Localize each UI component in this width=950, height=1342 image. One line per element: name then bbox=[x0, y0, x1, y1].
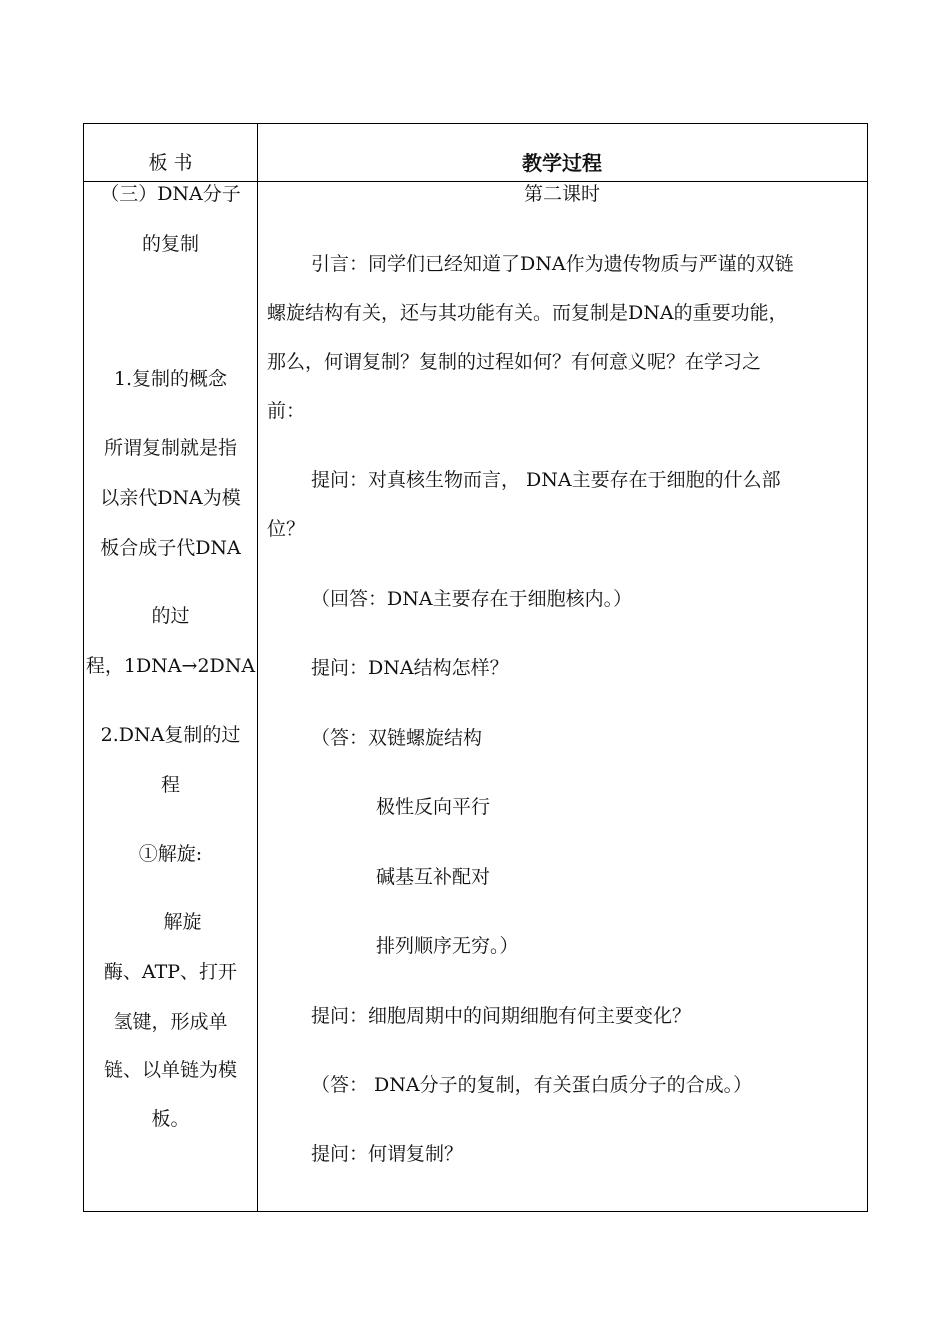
paragraph-line: 提问：何谓复制？ bbox=[311, 1143, 464, 1165]
left-line: ①解旋: bbox=[138, 843, 203, 865]
header-blackboard: 板 书 bbox=[148, 152, 193, 174]
paragraph-line: 引言：同学们已经知道了DNA作为遗传物质与严谨的双链 bbox=[311, 253, 794, 275]
paragraph-line: 前： bbox=[267, 400, 306, 422]
paragraph-line: 提问：细胞周期中的间期细胞有何主要变化？ bbox=[311, 1005, 692, 1027]
left-line: 程 bbox=[160, 774, 180, 796]
paragraph-line: 那么，何谓复制？复制的过程如何？有何意义呢？在学习之 bbox=[267, 351, 762, 373]
left-line: 2.DNA复制的过 bbox=[100, 724, 241, 746]
left-line: 以亲代DNA为模 bbox=[100, 487, 241, 509]
left-line: 的过 bbox=[151, 605, 190, 627]
paragraph-line: 碱基互补配对 bbox=[376, 866, 491, 888]
left-line: 板。 bbox=[151, 1108, 190, 1130]
left-line: 解旋 bbox=[163, 911, 202, 933]
left-line: 板合成子代DNA bbox=[100, 537, 241, 559]
left-line: （三）DNA分子 bbox=[100, 183, 241, 205]
paragraph-line: 提问：DNA结构怎样？ bbox=[311, 657, 509, 679]
header-teaching-process: 教学过程 bbox=[522, 151, 602, 175]
paragraph-line: 排列顺序无穷。） bbox=[376, 935, 519, 957]
paragraph-line: 螺旋结构有关，还与其功能有关。而复制是DNA的重要功能， bbox=[267, 302, 788, 324]
column-divider bbox=[257, 124, 258, 1211]
left-line: 所谓复制就是指 bbox=[103, 437, 237, 459]
paragraph-line: （回答：DNA主要存在于细胞核内。） bbox=[311, 588, 633, 610]
session-title: 第二课时 bbox=[523, 183, 600, 205]
paragraph-line: 极性反向平行 bbox=[376, 796, 491, 818]
left-line: 氢键，形成单 bbox=[113, 1011, 228, 1033]
paragraph-line: 提问：对真核生物而言， DNA主要存在于细胞的什么部 bbox=[311, 469, 781, 491]
left-line: 1.复制的概念 bbox=[113, 368, 228, 390]
left-line: 链、以单链为模 bbox=[103, 1059, 237, 1081]
left-line: 酶、ATP、打开 bbox=[103, 961, 238, 983]
paragraph-line: （答：双链螺旋结构 bbox=[311, 727, 483, 749]
left-line: 的复制 bbox=[141, 233, 199, 255]
paragraph-line: 位？ bbox=[267, 518, 306, 540]
left-line: 程，1DNA→2DNA bbox=[85, 655, 256, 677]
paragraph-line: （答： DNA分子的复制，有关蛋白质分子的合成。） bbox=[311, 1074, 753, 1096]
